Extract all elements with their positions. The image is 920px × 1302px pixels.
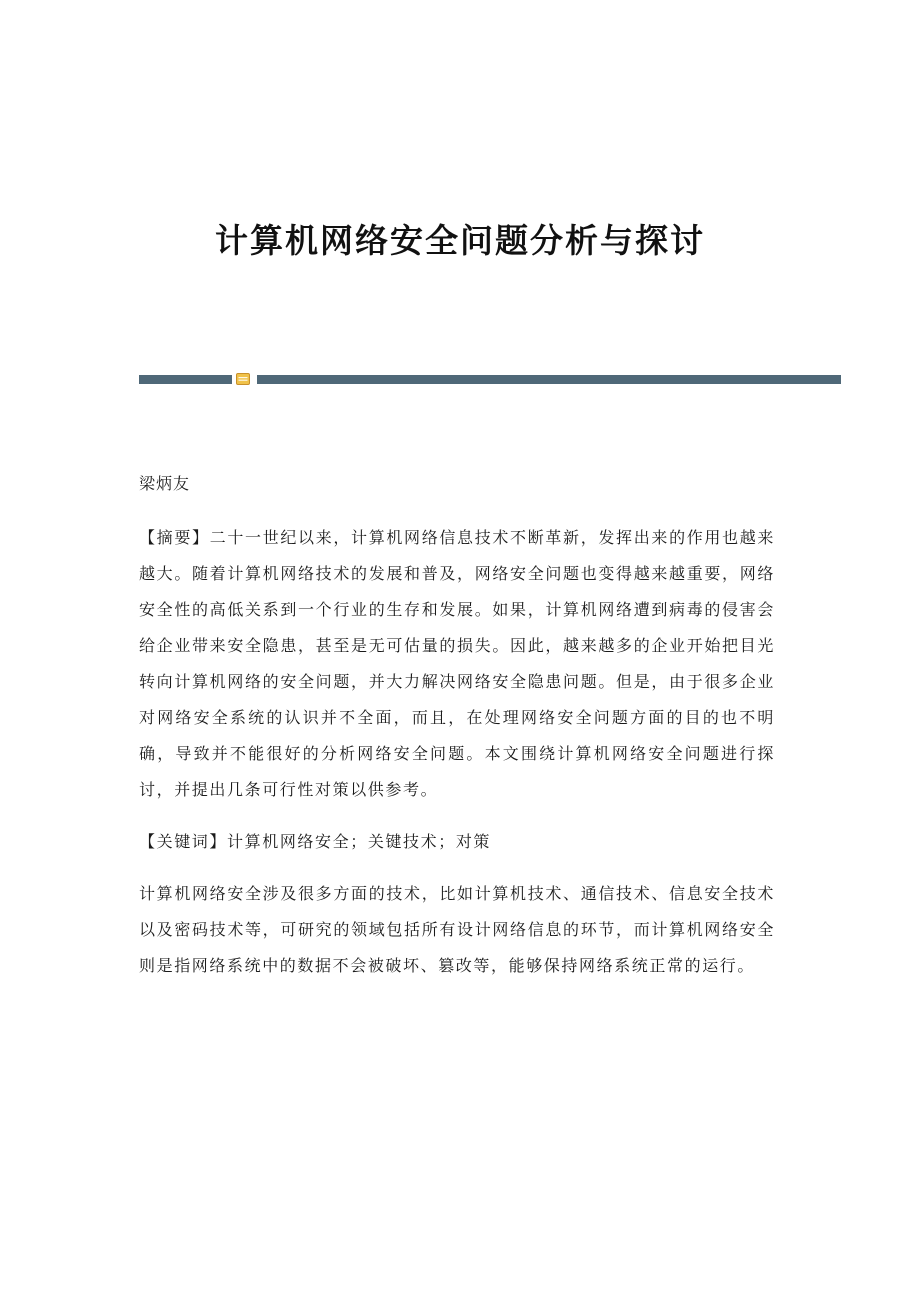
divider-right-bar bbox=[257, 375, 841, 384]
abstract-text: 二十一世纪以来，计算机网络信息技术不断革新，发挥出来的作用也越来越大。随着计算机网络技术的发展和普及，网络安全问题也变得越来越重要，网络安全性的高低关系到一个行业的生存和发展。如果，计算机网络遭到病毒的侵害会给企业带来安全隐患，甚至是无可估量的损失。因此，越来越多的企业开始把目光转向计算机网络的安全问题，并大力解决网络安全隐患问题。但是，由于很多企业对网络安全系统的认识并不全面，而且，在处理网络安全问题方面的目的也不明确，导致并不能很好的分析网络安全问题。本文围绕计算机网络安全问题进行探讨，并提出几条可行性对策以供参考。 bbox=[139, 528, 776, 799]
divider-left-bar bbox=[139, 375, 232, 384]
keywords-text: 计算机网络安全；关键技术；对策 bbox=[227, 832, 492, 851]
page-title: 计算机网络安全问题分析与探讨 bbox=[215, 221, 705, 260]
keywords-label: 【关键词】 bbox=[139, 832, 228, 851]
title-divider bbox=[139, 375, 841, 384]
body-paragraph: 计算机网络安全涉及很多方面的技术，比如计算机技术、通信技术、信息安全技术以及密码技术等，可研究的领域包括所有设计网络信息的环节，而计算机网络安全则是指网络系统中的数据不会被破坏、篡改等，能够保持网络系统正常的运行。 bbox=[139, 884, 775, 975]
author-name: 梁炳友 bbox=[139, 474, 191, 493]
document-content bbox=[139, 520, 775, 1000]
keywords-paragraph bbox=[139, 824, 775, 860]
abstract-paragraph bbox=[139, 520, 775, 808]
abstract-label: 【摘要】 bbox=[139, 528, 210, 547]
divider-emblem-icon bbox=[236, 373, 250, 385]
